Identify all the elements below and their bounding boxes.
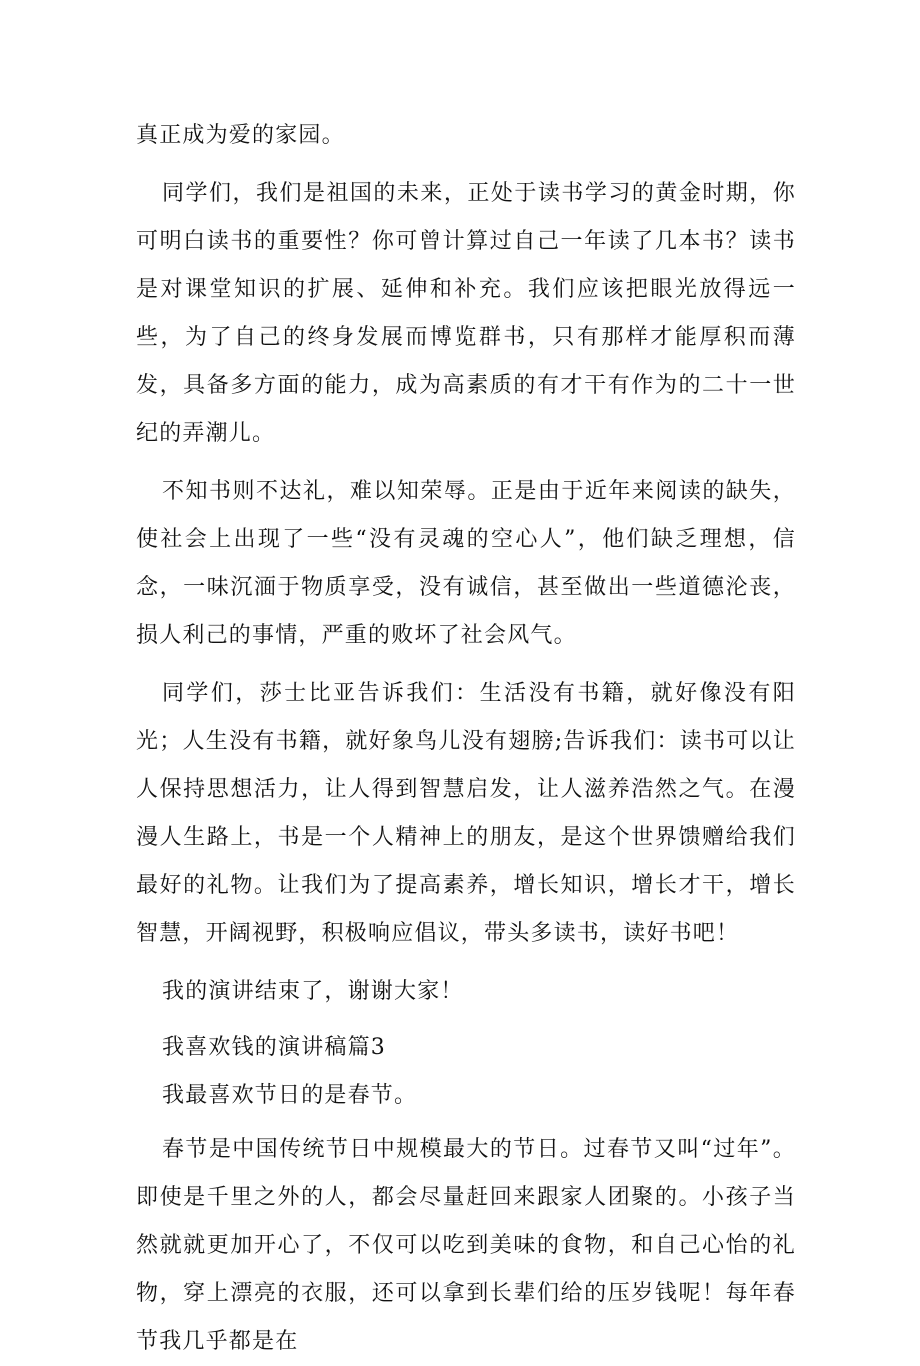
paragraph-spring-festival: 春节是中国传统节日中规模最大的节日。过春节又叫“过年”。即使是千里之外的人，都会尽量赶回来跟家人团聚的。小孩子当然就就更加开心了，不仅可以吃到美味的食物，和自己心怡的礼物，穿上漂亮的衣服，还可以拿到长辈们给的压岁钱呢！每年春节我几乎都是在	[136, 1137, 796, 1354]
paragraph-reading-importance: 同学们，我们是祖国的未来，正处于读书学习的黄金时期，你可明白读书的重要性？你可曾计算过自己一年读了几本书？读书是对课堂知识的扩展、延伸和补充。我们应该把眼光放得远一些，为了自己的终身发展而博览群书，只有那样才能厚积而薄发，具备多方面的能力，成为高素质的有才干有作为的二十一世纪的弄潮儿。	[136, 181, 796, 446]
paragraph-shakespeare-quote: 同学们，莎士比亚告诉我们：生活没有书籍，就好像没有阳光；人生没有书籍，就好象鸟儿没有翅膀;告诉我们：读书可以让人保持思想活力，让人得到智慧启发，让人滋养浩然之气。在漫漫人生路上，书是一个人精神上的朋友，是这个世界馈赠给我们最好的礼物。让我们为了提高素养，增长知识，增长才干，增长智慧，开阔视野，积极响应倡议，带头多读书，读好书吧！	[136, 681, 796, 946]
section-heading: 我喜欢钱的演讲稿篇3	[162, 1035, 386, 1060]
paragraph-closing: 我的演讲结束了，谢谢大家！	[162, 979, 464, 1004]
paragraph-favorite-festival: 我最喜欢节日的是春节。	[162, 1083, 418, 1108]
paragraph-reading-decline: 不知书则不达礼，难以知荣辱。正是由于近年来阅读的缺失，使社会上出现了一些“没有灵魂的空心人”，他们缺乏理想，信念，一味沉湎于物质享受，没有诚信，甚至做出一些道德沦丧，损人利己的事情，严重的败坏了社会风气。	[136, 479, 796, 648]
document-body	[136, 112, 796, 1366]
paragraph-continuation: 真正成为爱的家园。	[136, 123, 345, 148]
